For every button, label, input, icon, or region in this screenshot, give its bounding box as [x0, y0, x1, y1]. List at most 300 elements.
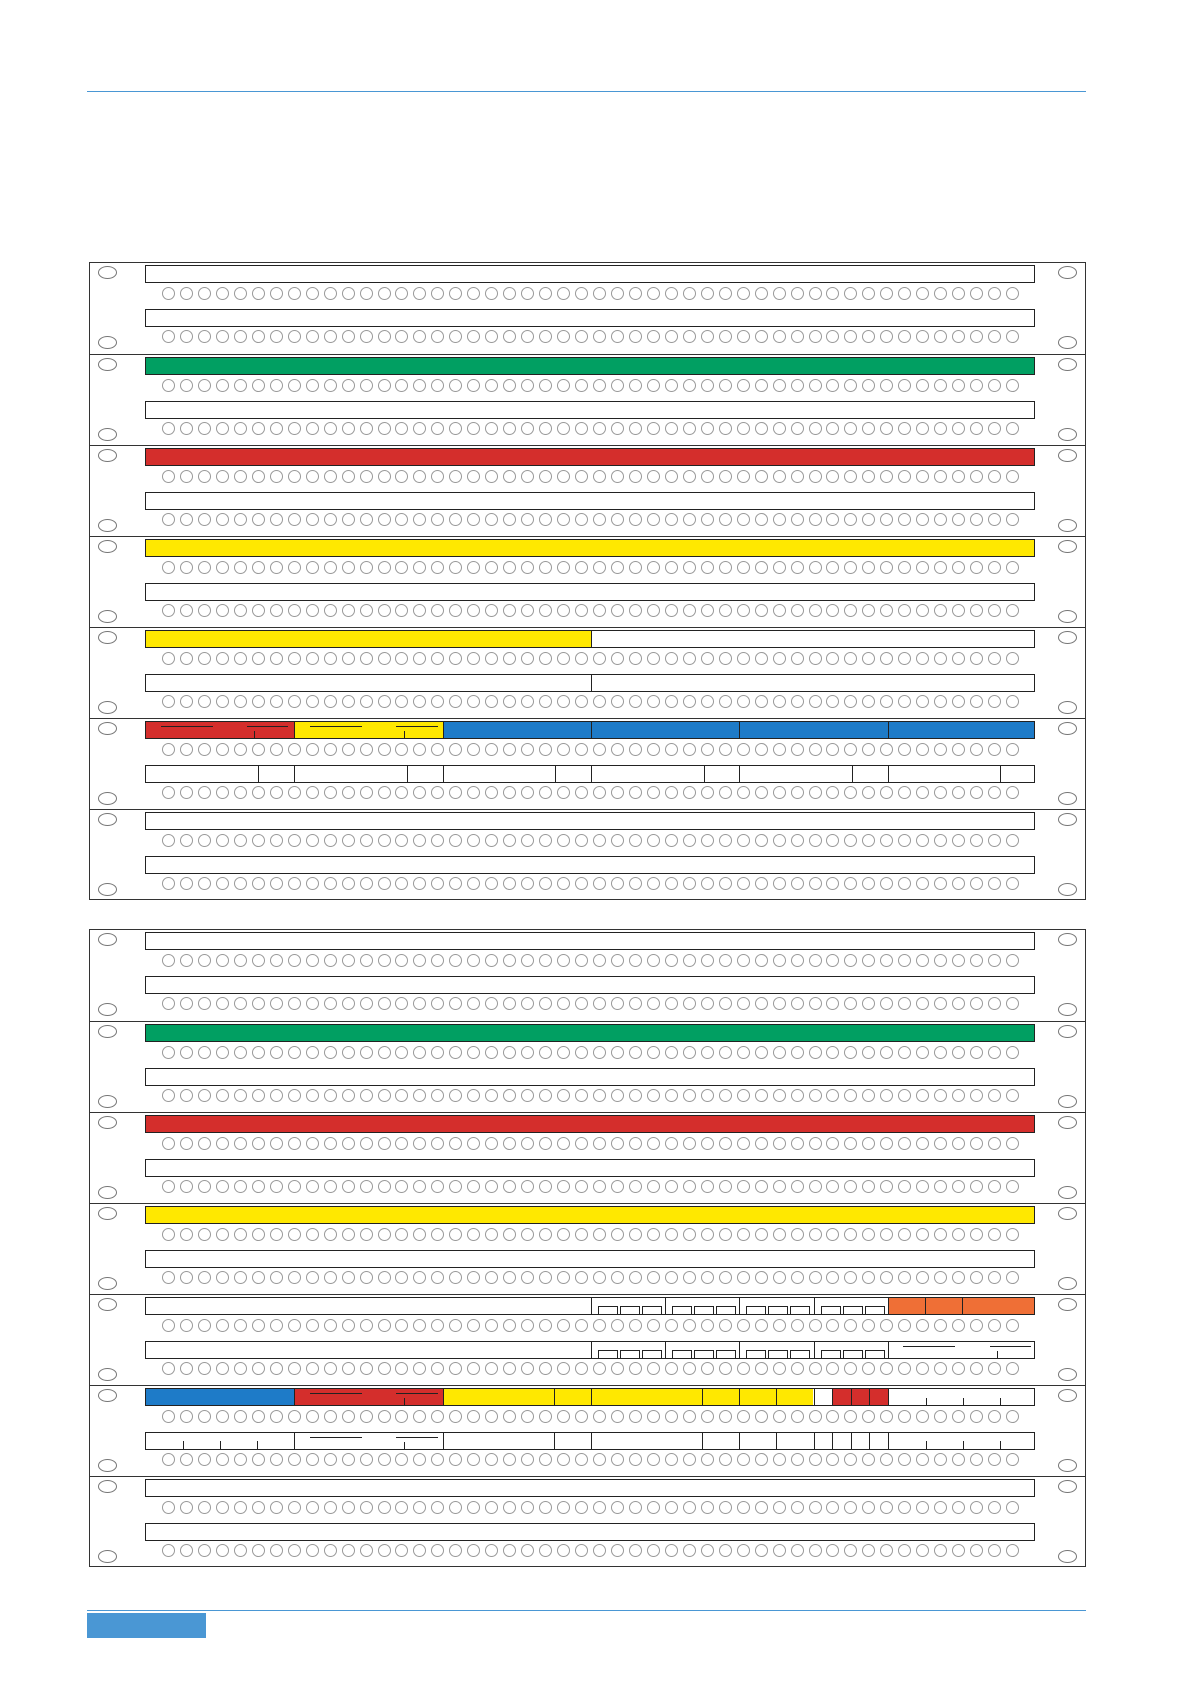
jack-socket[interactable] [934, 997, 947, 1010]
jack-socket[interactable] [413, 287, 426, 300]
jack-socket[interactable] [773, 652, 786, 665]
jack-socket[interactable] [575, 652, 588, 665]
jack-socket[interactable] [665, 287, 678, 300]
jack-socket[interactable] [485, 1544, 498, 1557]
jack-socket[interactable] [378, 1271, 391, 1284]
jack-socket[interactable] [916, 954, 929, 967]
jack-socket[interactable] [1006, 954, 1019, 967]
jack-socket[interactable] [880, 1228, 893, 1241]
jack-socket[interactable] [701, 330, 714, 343]
jack-socket[interactable] [773, 695, 786, 708]
jack-socket[interactable] [988, 1410, 1001, 1423]
jack-socket[interactable] [521, 561, 534, 574]
jack-socket[interactable] [593, 1089, 606, 1102]
jack-socket[interactable] [755, 1544, 768, 1557]
jack-socket[interactable] [629, 1271, 642, 1284]
jack-socket[interactable] [665, 513, 678, 526]
jack-socket[interactable] [234, 422, 247, 435]
jack-socket[interactable] [719, 1319, 732, 1332]
jack-socket[interactable] [970, 1046, 983, 1059]
jack-socket[interactable] [952, 1228, 965, 1241]
jack-socket[interactable] [324, 997, 337, 1010]
jack-socket[interactable] [701, 786, 714, 799]
jack-socket[interactable] [952, 379, 965, 392]
jack-socket[interactable] [611, 954, 624, 967]
jack-socket[interactable] [593, 1410, 606, 1423]
jack-socket[interactable] [593, 1271, 606, 1284]
jack-socket[interactable] [252, 1180, 265, 1193]
jack-socket[interactable] [773, 1137, 786, 1150]
jack-socket[interactable] [216, 1501, 229, 1514]
jack-socket[interactable] [791, 379, 804, 392]
jack-socket[interactable] [485, 1319, 498, 1332]
jack-socket[interactable] [701, 877, 714, 890]
jack-socket[interactable] [611, 1501, 624, 1514]
jack-socket[interactable] [593, 513, 606, 526]
jack-socket[interactable] [898, 877, 911, 890]
jack-socket[interactable] [683, 695, 696, 708]
jack-socket[interactable] [916, 877, 929, 890]
jack-socket[interactable] [647, 695, 660, 708]
jack-socket[interactable] [1006, 561, 1019, 574]
jack-socket[interactable] [862, 997, 875, 1010]
jack-socket[interactable] [844, 652, 857, 665]
jack-socket[interactable] [575, 470, 588, 483]
jack-socket[interactable] [216, 1362, 229, 1375]
jack-socket[interactable] [862, 513, 875, 526]
jack-socket[interactable] [647, 1544, 660, 1557]
jack-socket[interactable] [198, 422, 211, 435]
jack-socket[interactable] [683, 997, 696, 1010]
jack-socket[interactable] [431, 1180, 444, 1193]
jack-socket[interactable] [844, 1544, 857, 1557]
jack-socket[interactable] [378, 1544, 391, 1557]
jack-socket[interactable] [413, 997, 426, 1010]
jack-socket[interactable] [413, 1501, 426, 1514]
jack-socket[interactable] [737, 1319, 750, 1332]
jack-socket[interactable] [701, 1544, 714, 1557]
jack-socket[interactable] [216, 652, 229, 665]
jack-socket[interactable] [737, 1362, 750, 1375]
jack-socket[interactable] [216, 422, 229, 435]
jack-socket[interactable] [521, 1544, 534, 1557]
jack-socket[interactable] [378, 379, 391, 392]
jack-socket[interactable] [306, 695, 319, 708]
jack-socket[interactable] [898, 1180, 911, 1193]
jack-socket[interactable] [575, 1137, 588, 1150]
jack-socket[interactable] [737, 695, 750, 708]
jack-socket[interactable] [288, 422, 301, 435]
jack-socket[interactable] [288, 513, 301, 526]
jack-socket[interactable] [360, 877, 373, 890]
jack-socket[interactable] [485, 834, 498, 847]
jack-socket[interactable] [306, 1362, 319, 1375]
jack-socket[interactable] [1006, 695, 1019, 708]
jack-socket[interactable] [395, 743, 408, 756]
jack-socket[interactable] [988, 997, 1001, 1010]
jack-socket[interactable] [521, 1180, 534, 1193]
jack-socket[interactable] [916, 743, 929, 756]
jack-socket[interactable] [431, 743, 444, 756]
jack-socket[interactable] [252, 1544, 265, 1557]
jack-socket[interactable] [755, 422, 768, 435]
jack-socket[interactable] [180, 1228, 193, 1241]
jack-socket[interactable] [647, 330, 660, 343]
jack-socket[interactable] [809, 422, 822, 435]
jack-socket[interactable] [395, 1544, 408, 1557]
jack-socket[interactable] [270, 470, 283, 483]
jack-socket[interactable] [503, 652, 516, 665]
jack-socket[interactable] [755, 1362, 768, 1375]
jack-socket[interactable] [862, 1319, 875, 1332]
jack-socket[interactable] [216, 1228, 229, 1241]
jack-socket[interactable] [521, 1271, 534, 1284]
jack-socket[interactable] [773, 834, 786, 847]
jack-socket[interactable] [970, 287, 983, 300]
jack-socket[interactable] [342, 1501, 355, 1514]
jack-socket[interactable] [413, 1319, 426, 1332]
jack-socket[interactable] [270, 1271, 283, 1284]
jack-socket[interactable] [844, 604, 857, 617]
jack-socket[interactable] [844, 1046, 857, 1059]
jack-socket[interactable] [198, 743, 211, 756]
jack-socket[interactable] [270, 1410, 283, 1423]
jack-socket[interactable] [665, 1319, 678, 1332]
jack-socket[interactable] [395, 997, 408, 1010]
jack-socket[interactable] [575, 695, 588, 708]
jack-socket[interactable] [216, 470, 229, 483]
jack-socket[interactable] [306, 786, 319, 799]
jack-socket[interactable] [413, 1046, 426, 1059]
jack-socket[interactable] [916, 513, 929, 526]
jack-socket[interactable] [898, 997, 911, 1010]
jack-socket[interactable] [593, 1453, 606, 1466]
jack-socket[interactable] [916, 1501, 929, 1514]
jack-socket[interactable] [952, 743, 965, 756]
jack-socket[interactable] [431, 470, 444, 483]
jack-socket[interactable] [826, 877, 839, 890]
jack-socket[interactable] [916, 834, 929, 847]
jack-socket[interactable] [647, 1319, 660, 1332]
jack-socket[interactable] [270, 1501, 283, 1514]
jack-socket[interactable] [791, 287, 804, 300]
jack-socket[interactable] [898, 834, 911, 847]
jack-socket[interactable] [539, 1410, 552, 1423]
jack-socket[interactable] [485, 330, 498, 343]
jack-socket[interactable] [413, 561, 426, 574]
jack-socket[interactable] [880, 1453, 893, 1466]
jack-socket[interactable] [737, 604, 750, 617]
jack-socket[interactable] [180, 1271, 193, 1284]
jack-socket[interactable] [934, 1046, 947, 1059]
jack-socket[interactable] [665, 1453, 678, 1466]
jack-socket[interactable] [575, 743, 588, 756]
jack-socket[interactable] [216, 561, 229, 574]
jack-socket[interactable] [665, 786, 678, 799]
jack-socket[interactable] [467, 379, 480, 392]
jack-socket[interactable] [970, 1089, 983, 1102]
jack-socket[interactable] [683, 561, 696, 574]
jack-socket[interactable] [934, 422, 947, 435]
jack-socket[interactable] [521, 330, 534, 343]
jack-socket[interactable] [880, 997, 893, 1010]
jack-socket[interactable] [826, 470, 839, 483]
jack-socket[interactable] [180, 1137, 193, 1150]
jack-socket[interactable] [593, 695, 606, 708]
jack-socket[interactable] [665, 1137, 678, 1150]
jack-socket[interactable] [360, 604, 373, 617]
jack-socket[interactable] [467, 1271, 480, 1284]
jack-socket[interactable] [719, 743, 732, 756]
jack-socket[interactable] [916, 1228, 929, 1241]
jack-socket[interactable] [216, 1046, 229, 1059]
jack-socket[interactable] [755, 997, 768, 1010]
jack-socket[interactable] [826, 1362, 839, 1375]
jack-socket[interactable] [378, 1410, 391, 1423]
jack-socket[interactable] [521, 470, 534, 483]
jack-socket[interactable] [611, 786, 624, 799]
jack-socket[interactable] [252, 379, 265, 392]
jack-socket[interactable] [449, 330, 462, 343]
jack-socket[interactable] [270, 954, 283, 967]
jack-socket[interactable] [737, 954, 750, 967]
jack-socket[interactable] [485, 1410, 498, 1423]
jack-socket[interactable] [880, 786, 893, 799]
jack-socket[interactable] [629, 877, 642, 890]
jack-socket[interactable] [719, 1137, 732, 1150]
jack-socket[interactable] [916, 786, 929, 799]
jack-socket[interactable] [413, 1362, 426, 1375]
jack-socket[interactable] [862, 330, 875, 343]
jack-socket[interactable] [449, 652, 462, 665]
jack-socket[interactable] [701, 652, 714, 665]
jack-socket[interactable] [431, 1501, 444, 1514]
jack-socket[interactable] [342, 1453, 355, 1466]
jack-socket[interactable] [988, 1544, 1001, 1557]
jack-socket[interactable] [288, 1271, 301, 1284]
jack-socket[interactable] [952, 834, 965, 847]
jack-socket[interactable] [216, 1453, 229, 1466]
jack-socket[interactable] [306, 513, 319, 526]
jack-socket[interactable] [791, 877, 804, 890]
jack-socket[interactable] [916, 1453, 929, 1466]
jack-socket[interactable] [970, 1180, 983, 1193]
jack-socket[interactable] [521, 877, 534, 890]
jack-socket[interactable] [503, 1362, 516, 1375]
jack-socket[interactable] [449, 604, 462, 617]
jack-socket[interactable] [988, 1137, 1001, 1150]
jack-socket[interactable] [557, 877, 570, 890]
jack-socket[interactable] [449, 743, 462, 756]
jack-socket[interactable] [449, 695, 462, 708]
jack-socket[interactable] [467, 997, 480, 1010]
jack-socket[interactable] [342, 287, 355, 300]
jack-socket[interactable] [970, 1410, 983, 1423]
jack-socket[interactable] [342, 695, 355, 708]
jack-socket[interactable] [324, 470, 337, 483]
jack-socket[interactable] [683, 1362, 696, 1375]
jack-socket[interactable] [791, 1501, 804, 1514]
jack-socket[interactable] [449, 877, 462, 890]
jack-socket[interactable] [162, 834, 175, 847]
jack-socket[interactable] [557, 1137, 570, 1150]
jack-socket[interactable] [413, 513, 426, 526]
jack-socket[interactable] [970, 1271, 983, 1284]
jack-socket[interactable] [449, 470, 462, 483]
jack-socket[interactable] [431, 1362, 444, 1375]
jack-socket[interactable] [665, 954, 678, 967]
jack-socket[interactable] [773, 1089, 786, 1102]
jack-socket[interactable] [342, 997, 355, 1010]
jack-socket[interactable] [773, 954, 786, 967]
jack-socket[interactable] [988, 1271, 1001, 1284]
jack-socket[interactable] [198, 1410, 211, 1423]
jack-socket[interactable] [557, 954, 570, 967]
jack-socket[interactable] [180, 330, 193, 343]
jack-socket[interactable] [791, 422, 804, 435]
jack-socket[interactable] [521, 287, 534, 300]
jack-socket[interactable] [162, 1544, 175, 1557]
jack-socket[interactable] [521, 1319, 534, 1332]
jack-socket[interactable] [521, 834, 534, 847]
jack-socket[interactable] [593, 997, 606, 1010]
jack-socket[interactable] [898, 652, 911, 665]
jack-socket[interactable] [844, 1501, 857, 1514]
jack-socket[interactable] [485, 379, 498, 392]
jack-socket[interactable] [360, 954, 373, 967]
jack-socket[interactable] [629, 1046, 642, 1059]
jack-socket[interactable] [449, 1501, 462, 1514]
jack-socket[interactable] [952, 652, 965, 665]
jack-socket[interactable] [755, 1410, 768, 1423]
jack-socket[interactable] [162, 1180, 175, 1193]
jack-socket[interactable] [324, 1319, 337, 1332]
jack-socket[interactable] [844, 330, 857, 343]
jack-socket[interactable] [826, 1046, 839, 1059]
jack-socket[interactable] [378, 1046, 391, 1059]
jack-socket[interactable] [270, 1180, 283, 1193]
jack-socket[interactable] [162, 695, 175, 708]
jack-socket[interactable] [521, 743, 534, 756]
jack-socket[interactable] [485, 1362, 498, 1375]
jack-socket[interactable] [719, 1453, 732, 1466]
jack-socket[interactable] [557, 1410, 570, 1423]
jack-socket[interactable] [701, 561, 714, 574]
jack-socket[interactable] [324, 695, 337, 708]
jack-socket[interactable] [288, 1180, 301, 1193]
jack-socket[interactable] [826, 1501, 839, 1514]
jack-socket[interactable] [988, 287, 1001, 300]
jack-socket[interactable] [916, 1410, 929, 1423]
jack-socket[interactable] [970, 954, 983, 967]
jack-socket[interactable] [988, 470, 1001, 483]
jack-socket[interactable] [611, 1089, 624, 1102]
jack-socket[interactable] [395, 287, 408, 300]
jack-socket[interactable] [862, 1228, 875, 1241]
jack-socket[interactable] [539, 1046, 552, 1059]
jack-socket[interactable] [324, 1544, 337, 1557]
jack-socket[interactable] [898, 561, 911, 574]
jack-socket[interactable] [988, 834, 1001, 847]
jack-socket[interactable] [844, 287, 857, 300]
jack-socket[interactable] [629, 743, 642, 756]
jack-socket[interactable] [665, 997, 678, 1010]
jack-socket[interactable] [791, 743, 804, 756]
jack-socket[interactable] [898, 954, 911, 967]
jack-socket[interactable] [503, 561, 516, 574]
jack-socket[interactable] [970, 1228, 983, 1241]
jack-socket[interactable] [862, 695, 875, 708]
jack-socket[interactable] [826, 1410, 839, 1423]
jack-socket[interactable] [324, 954, 337, 967]
jack-socket[interactable] [791, 1410, 804, 1423]
jack-socket[interactable] [809, 1362, 822, 1375]
jack-socket[interactable] [629, 1228, 642, 1241]
jack-socket[interactable] [934, 1453, 947, 1466]
jack-socket[interactable] [342, 1137, 355, 1150]
jack-socket[interactable] [467, 695, 480, 708]
jack-socket[interactable] [324, 1180, 337, 1193]
jack-socket[interactable] [844, 1271, 857, 1284]
jack-socket[interactable] [826, 1228, 839, 1241]
jack-socket[interactable] [306, 954, 319, 967]
jack-socket[interactable] [862, 422, 875, 435]
jack-socket[interactable] [234, 1410, 247, 1423]
jack-socket[interactable] [862, 743, 875, 756]
jack-socket[interactable] [180, 379, 193, 392]
jack-socket[interactable] [934, 743, 947, 756]
jack-socket[interactable] [862, 786, 875, 799]
jack-socket[interactable] [611, 834, 624, 847]
jack-socket[interactable] [216, 1137, 229, 1150]
jack-socket[interactable] [360, 470, 373, 483]
jack-socket[interactable] [719, 287, 732, 300]
jack-socket[interactable] [467, 786, 480, 799]
jack-socket[interactable] [378, 1319, 391, 1332]
jack-socket[interactable] [755, 1228, 768, 1241]
jack-socket[interactable] [557, 652, 570, 665]
jack-socket[interactable] [395, 786, 408, 799]
jack-socket[interactable] [162, 1362, 175, 1375]
jack-socket[interactable] [395, 1501, 408, 1514]
jack-socket[interactable] [252, 287, 265, 300]
jack-socket[interactable] [431, 422, 444, 435]
jack-socket[interactable] [647, 954, 660, 967]
jack-socket[interactable] [539, 652, 552, 665]
jack-socket[interactable] [395, 1089, 408, 1102]
jack-socket[interactable] [306, 1228, 319, 1241]
jack-socket[interactable] [988, 1453, 1001, 1466]
jack-socket[interactable] [162, 379, 175, 392]
jack-socket[interactable] [791, 1544, 804, 1557]
jack-socket[interactable] [629, 1319, 642, 1332]
jack-socket[interactable] [898, 1410, 911, 1423]
jack-socket[interactable] [719, 422, 732, 435]
jack-socket[interactable] [467, 604, 480, 617]
jack-socket[interactable] [378, 1362, 391, 1375]
jack-socket[interactable] [844, 513, 857, 526]
jack-socket[interactable] [234, 1180, 247, 1193]
jack-socket[interactable] [683, 1453, 696, 1466]
jack-socket[interactable] [288, 1228, 301, 1241]
jack-socket[interactable] [288, 997, 301, 1010]
jack-socket[interactable] [234, 561, 247, 574]
jack-socket[interactable] [826, 513, 839, 526]
jack-socket[interactable] [306, 1501, 319, 1514]
jack-socket[interactable] [988, 877, 1001, 890]
jack-socket[interactable] [431, 513, 444, 526]
jack-socket[interactable] [342, 652, 355, 665]
